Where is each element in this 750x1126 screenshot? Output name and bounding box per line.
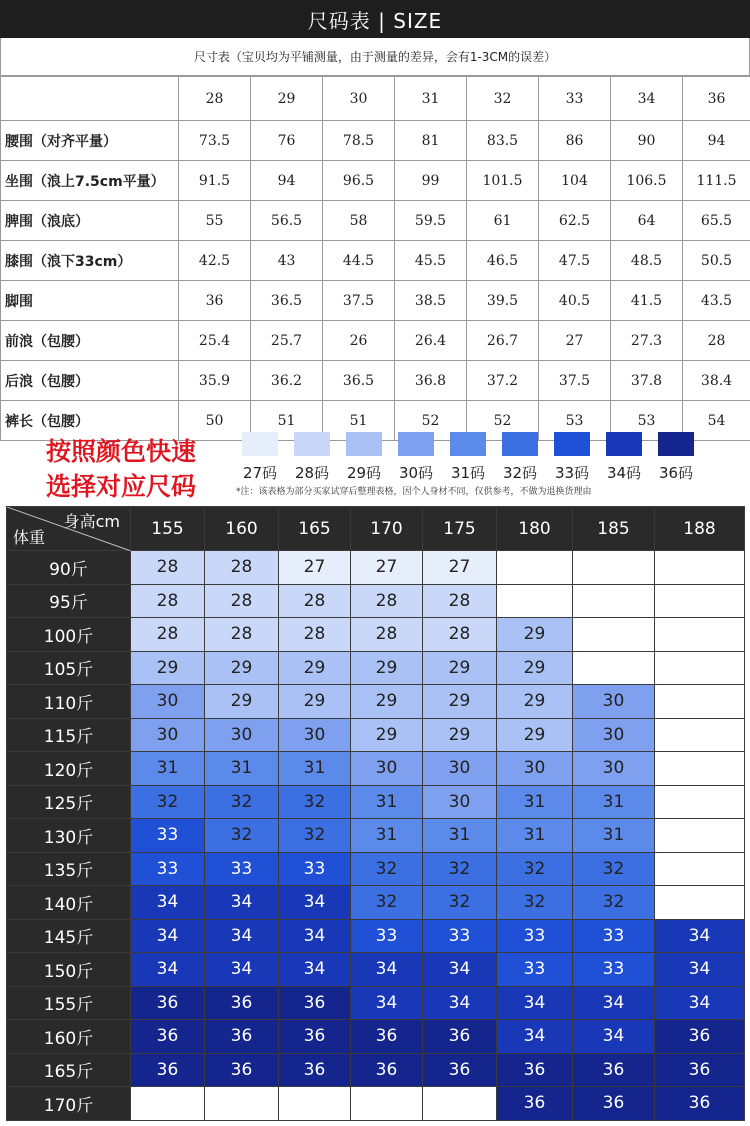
weight-label: 110斤 bbox=[7, 685, 131, 719]
size-cell: 29 bbox=[497, 651, 573, 685]
weight-row bbox=[7, 651, 745, 685]
size-cell bbox=[655, 752, 745, 786]
size-cell: 36 bbox=[497, 1087, 573, 1121]
weight-axis-label: 体重 bbox=[13, 528, 46, 547]
size-cell: 28 bbox=[279, 584, 351, 618]
measurement-value: 25.4 bbox=[179, 321, 251, 361]
note-text: 尺寸表（宝贝均为平铺测量，由于测量的差异，会有1-3CM的误差） bbox=[193, 50, 557, 64]
size-cell: 27 bbox=[351, 551, 423, 585]
size-cell: 36 bbox=[497, 1053, 573, 1087]
color-legend bbox=[0, 428, 750, 504]
size-cell: 30 bbox=[131, 685, 205, 719]
size-cell: 36 bbox=[423, 1020, 497, 1054]
measurement-value: 43 bbox=[251, 241, 323, 281]
size-cell: 33 bbox=[497, 919, 573, 953]
size-cell: 34 bbox=[497, 986, 573, 1020]
weight-row bbox=[7, 1020, 745, 1054]
size-cell: 30 bbox=[279, 718, 351, 752]
measurement-value: 26.4 bbox=[395, 321, 467, 361]
measurement-value: 53 bbox=[611, 401, 683, 441]
weight-label: 115斤 bbox=[7, 718, 131, 752]
size-cell: 34 bbox=[423, 953, 497, 987]
weight-label: 145斤 bbox=[7, 919, 131, 953]
height-axis-label: 身高cm bbox=[63, 512, 120, 531]
measurement-value: 106.5 bbox=[611, 161, 683, 201]
size-cell: 32 bbox=[423, 852, 497, 886]
size-cell: 32 bbox=[573, 852, 655, 886]
size-cell: 28 bbox=[279, 618, 351, 652]
weight-row bbox=[7, 919, 745, 953]
size-cell: 29 bbox=[131, 651, 205, 685]
size-cell: 27 bbox=[423, 551, 497, 585]
size-cell: 34 bbox=[351, 953, 423, 987]
size-cell: 28 bbox=[351, 618, 423, 652]
size-cell: 31 bbox=[131, 752, 205, 786]
size-cell: 28 bbox=[205, 618, 279, 652]
weight-row bbox=[7, 551, 745, 585]
measurement-label: 坐围（浪上7.5cm平量） bbox=[1, 161, 179, 201]
measurement-label: 前浪（包腰） bbox=[1, 321, 179, 361]
size-cell bbox=[497, 551, 573, 585]
size-chart-header bbox=[0, 0, 750, 38]
size-cell: 36 bbox=[205, 1053, 279, 1087]
size-cell: 34 bbox=[655, 919, 745, 953]
measurement-value: 61 bbox=[467, 201, 539, 241]
size-cell: 29 bbox=[279, 685, 351, 719]
size-cell: 34 bbox=[205, 953, 279, 987]
weight-row bbox=[7, 953, 745, 987]
legend-swatch bbox=[450, 432, 486, 456]
size-cell: 29 bbox=[205, 651, 279, 685]
size-cell: 32 bbox=[351, 852, 423, 886]
legend-swatch bbox=[554, 432, 590, 456]
size-cell: 36 bbox=[131, 1020, 205, 1054]
size-cell: 31 bbox=[423, 819, 497, 853]
weight-label: 95斤 bbox=[7, 584, 131, 618]
size-cell: 29 bbox=[423, 685, 497, 719]
size-cell: 33 bbox=[131, 852, 205, 886]
size-cell: 34 bbox=[573, 986, 655, 1020]
size-cell: 33 bbox=[497, 953, 573, 987]
legend-label: 30码 bbox=[398, 464, 434, 482]
measurement-value: 54 bbox=[683, 401, 750, 441]
measurement-value: 38.5 bbox=[395, 281, 467, 321]
measurement-value: 73.5 bbox=[179, 121, 251, 161]
size-cell: 33 bbox=[279, 852, 351, 886]
size-cell: 34 bbox=[423, 986, 497, 1020]
measurement-value: 52 bbox=[467, 401, 539, 441]
measurement-value: 50 bbox=[179, 401, 251, 441]
size-cell: 32 bbox=[423, 886, 497, 920]
size-cell: 34 bbox=[279, 886, 351, 920]
size-cell: 31 bbox=[279, 752, 351, 786]
size-cell: 31 bbox=[497, 785, 573, 819]
size-cell: 36 bbox=[655, 1053, 745, 1087]
legend-label: 33码 bbox=[554, 464, 590, 482]
weight-row bbox=[7, 1053, 745, 1087]
size-column-header: 30 bbox=[323, 77, 395, 121]
measurement-value: 48.5 bbox=[611, 241, 683, 281]
size-cell: 34 bbox=[205, 886, 279, 920]
size-cell: 33 bbox=[351, 919, 423, 953]
size-cell: 34 bbox=[351, 986, 423, 1020]
legend-heading-line1: 按照颜色快速 bbox=[46, 437, 197, 466]
size-cell bbox=[423, 1087, 497, 1121]
size-cell: 36 bbox=[279, 1020, 351, 1054]
measurement-value: 46.5 bbox=[467, 241, 539, 281]
measurement-value: 78.5 bbox=[323, 121, 395, 161]
size-cell: 30 bbox=[131, 718, 205, 752]
size-cell: 34 bbox=[279, 953, 351, 987]
size-cell: 29 bbox=[351, 718, 423, 752]
size-cell: 34 bbox=[573, 1020, 655, 1054]
measurement-value: 55 bbox=[179, 201, 251, 241]
weight-label: 140斤 bbox=[7, 886, 131, 920]
size-cell bbox=[279, 1087, 351, 1121]
size-cell: 36 bbox=[205, 1020, 279, 1054]
legend-swatch bbox=[658, 432, 694, 456]
legend-label: 28码 bbox=[294, 464, 330, 482]
size-cell: 31 bbox=[351, 819, 423, 853]
size-cell: 28 bbox=[131, 618, 205, 652]
size-cell: 34 bbox=[655, 953, 745, 987]
height-header: 175 bbox=[423, 507, 497, 551]
size-cell: 36 bbox=[655, 1020, 745, 1054]
size-cell: 32 bbox=[205, 819, 279, 853]
size-cell: 31 bbox=[573, 819, 655, 853]
size-cell: 30 bbox=[423, 752, 497, 786]
measurement-value: 51 bbox=[323, 401, 395, 441]
legend-swatch bbox=[398, 432, 434, 456]
height-header: 180 bbox=[497, 507, 573, 551]
measurement-value: 101.5 bbox=[467, 161, 539, 201]
measurement-value: 44.5 bbox=[323, 241, 395, 281]
size-cell: 34 bbox=[497, 1020, 573, 1054]
measurement-row bbox=[1, 121, 750, 161]
size-cell: 32 bbox=[205, 785, 279, 819]
weight-row bbox=[7, 785, 745, 819]
measurement-value: 40.5 bbox=[539, 281, 611, 321]
size-recommendation-grid bbox=[6, 506, 745, 1121]
measurement-value: 27 bbox=[539, 321, 611, 361]
size-cell: 30 bbox=[573, 752, 655, 786]
measurement-row bbox=[1, 321, 750, 361]
measurement-value: 37.8 bbox=[611, 361, 683, 401]
size-cell: 36 bbox=[423, 1053, 497, 1087]
size-column-header: 32 bbox=[467, 77, 539, 121]
measurement-value: 99 bbox=[395, 161, 467, 201]
measurement-value: 111.5 bbox=[683, 161, 750, 201]
height-header: 188 bbox=[655, 507, 745, 551]
size-cell: 29 bbox=[279, 651, 351, 685]
size-cell: 33 bbox=[131, 819, 205, 853]
size-cell: 33 bbox=[573, 919, 655, 953]
size-cell: 28 bbox=[423, 618, 497, 652]
legend-heading-line2: 选择对应尺码 bbox=[46, 472, 197, 501]
legend-swatch bbox=[606, 432, 642, 456]
measurement-label: 后浪（包腰） bbox=[1, 361, 179, 401]
weight-label: 135斤 bbox=[7, 852, 131, 886]
weight-label: 170斤 bbox=[7, 1087, 131, 1121]
size-cell bbox=[205, 1087, 279, 1121]
size-cell bbox=[655, 651, 745, 685]
measurement-row bbox=[1, 241, 750, 281]
legend-swatch bbox=[242, 432, 278, 456]
height-header: 165 bbox=[279, 507, 351, 551]
measurement-value: 38.4 bbox=[683, 361, 750, 401]
size-cell: 36 bbox=[279, 986, 351, 1020]
measurement-row bbox=[1, 161, 750, 201]
measurement-value: 65.5 bbox=[683, 201, 750, 241]
measurement-value: 56.5 bbox=[251, 201, 323, 241]
size-column-header: 31 bbox=[395, 77, 467, 121]
size-cell: 31 bbox=[205, 752, 279, 786]
weight-label: 105斤 bbox=[7, 651, 131, 685]
legend-swatch bbox=[294, 432, 330, 456]
weight-label: 90斤 bbox=[7, 551, 131, 585]
size-cell: 29 bbox=[497, 718, 573, 752]
size-cell: 34 bbox=[655, 986, 745, 1020]
disclaimer-text: *注：该表格为部分买家试穿后整理表格，因个人身材不同，仅供参考，不做为退换货理由 bbox=[236, 487, 592, 497]
size-column-header: 29 bbox=[251, 77, 323, 121]
size-cell: 34 bbox=[131, 919, 205, 953]
measurement-value: 35.9 bbox=[179, 361, 251, 401]
legend-label: 29码 bbox=[346, 464, 382, 482]
size-cell bbox=[655, 685, 745, 719]
measurement-label: 膝围（浪下33cm） bbox=[1, 241, 179, 281]
weight-row bbox=[7, 752, 745, 786]
measurement-value: 62.5 bbox=[539, 201, 611, 241]
measurement-value: 43.5 bbox=[683, 281, 750, 321]
size-cell: 36 bbox=[205, 986, 279, 1020]
measurement-value: 28 bbox=[683, 321, 750, 361]
size-cell: 32 bbox=[497, 886, 573, 920]
measurement-label: 脾围（浪底） bbox=[1, 201, 179, 241]
size-cell: 31 bbox=[497, 819, 573, 853]
measurement-value: 45.5 bbox=[395, 241, 467, 281]
size-cell: 32 bbox=[279, 819, 351, 853]
size-cell: 30 bbox=[205, 718, 279, 752]
weight-label: 125斤 bbox=[7, 785, 131, 819]
measurement-value: 36 bbox=[179, 281, 251, 321]
measurement-value: 64 bbox=[611, 201, 683, 241]
size-cell: 29 bbox=[351, 651, 423, 685]
size-cell: 36 bbox=[573, 1053, 655, 1087]
weight-row bbox=[7, 886, 745, 920]
measurement-value: 83.5 bbox=[467, 121, 539, 161]
legend-swatch bbox=[346, 432, 382, 456]
size-cell bbox=[655, 551, 745, 585]
size-cell: 33 bbox=[423, 919, 497, 953]
size-cell: 28 bbox=[205, 551, 279, 585]
size-cell bbox=[497, 584, 573, 618]
measurement-value: 53 bbox=[539, 401, 611, 441]
measurement-value: 36.2 bbox=[251, 361, 323, 401]
measurement-value: 26.7 bbox=[467, 321, 539, 361]
size-cell bbox=[655, 718, 745, 752]
size-cell: 29 bbox=[423, 651, 497, 685]
measurement-value: 26 bbox=[323, 321, 395, 361]
weight-label: 165斤 bbox=[7, 1053, 131, 1087]
size-cell: 31 bbox=[573, 785, 655, 819]
legend-label: 36码 bbox=[658, 464, 694, 482]
legend-label: 27码 bbox=[242, 464, 278, 482]
measurement-value: 81 bbox=[395, 121, 467, 161]
size-cell: 30 bbox=[351, 752, 423, 786]
size-cell: 36 bbox=[351, 1020, 423, 1054]
size-cell: 30 bbox=[573, 685, 655, 719]
size-cell: 32 bbox=[573, 886, 655, 920]
size-cell bbox=[131, 1087, 205, 1121]
size-cell: 30 bbox=[423, 785, 497, 819]
size-cell: 34 bbox=[131, 953, 205, 987]
weight-row bbox=[7, 618, 745, 652]
legend-label: 32码 bbox=[502, 464, 538, 482]
weight-row bbox=[7, 819, 745, 853]
size-cell: 29 bbox=[497, 685, 573, 719]
size-column-header: 28 bbox=[179, 77, 251, 121]
size-cell: 36 bbox=[279, 1053, 351, 1087]
measurement-value: 37.5 bbox=[539, 361, 611, 401]
size-cell: 34 bbox=[279, 919, 351, 953]
measurement-note bbox=[0, 38, 750, 76]
weight-row bbox=[7, 685, 745, 719]
measurement-value: 25.7 bbox=[251, 321, 323, 361]
weight-label: 150斤 bbox=[7, 953, 131, 987]
weight-row bbox=[7, 1087, 745, 1121]
size-cell: 27 bbox=[279, 551, 351, 585]
measurement-value: 37.5 bbox=[323, 281, 395, 321]
size-cell bbox=[655, 886, 745, 920]
size-cell: 30 bbox=[497, 752, 573, 786]
measurement-value: 94 bbox=[683, 121, 750, 161]
size-cell bbox=[573, 618, 655, 652]
legend-label: 34码 bbox=[606, 464, 642, 482]
measurement-value: 51 bbox=[251, 401, 323, 441]
size-cell: 32 bbox=[279, 785, 351, 819]
size-cell bbox=[573, 551, 655, 585]
weight-row bbox=[7, 986, 745, 1020]
measurement-table bbox=[0, 76, 750, 441]
measurement-value: 36.5 bbox=[251, 281, 323, 321]
measurement-value: 91.5 bbox=[179, 161, 251, 201]
weight-label: 155斤 bbox=[7, 986, 131, 1020]
size-cell: 28 bbox=[131, 551, 205, 585]
legend-label: 31码 bbox=[450, 464, 486, 482]
size-cell bbox=[655, 852, 745, 886]
measurement-row bbox=[1, 361, 750, 401]
size-cell: 29 bbox=[423, 718, 497, 752]
measurement-value: 36.8 bbox=[395, 361, 467, 401]
size-cell bbox=[655, 819, 745, 853]
size-cell: 32 bbox=[131, 785, 205, 819]
size-cell bbox=[573, 584, 655, 618]
weight-label: 100斤 bbox=[7, 618, 131, 652]
weight-label: 120斤 bbox=[7, 752, 131, 786]
legend-heading bbox=[46, 434, 196, 504]
measurement-label: 裤长（包腰） bbox=[1, 401, 179, 441]
weight-label: 160斤 bbox=[7, 1020, 131, 1054]
measurement-value: 39.5 bbox=[467, 281, 539, 321]
size-header-blank bbox=[1, 77, 179, 121]
size-cell bbox=[655, 785, 745, 819]
size-cell: 32 bbox=[351, 886, 423, 920]
measurement-value: 86 bbox=[539, 121, 611, 161]
measurement-value: 50.5 bbox=[683, 241, 750, 281]
size-cell: 28 bbox=[423, 584, 497, 618]
size-cell: 31 bbox=[351, 785, 423, 819]
header-title: 尺码表 | SIZE bbox=[307, 8, 443, 33]
measurement-row bbox=[1, 281, 750, 321]
size-column-header: 34 bbox=[611, 77, 683, 121]
size-cell bbox=[655, 618, 745, 652]
legend-swatch bbox=[502, 432, 538, 456]
size-cell: 29 bbox=[205, 685, 279, 719]
measurement-value: 90 bbox=[611, 121, 683, 161]
size-cell: 32 bbox=[497, 852, 573, 886]
size-cell: 33 bbox=[205, 852, 279, 886]
measurement-value: 96.5 bbox=[323, 161, 395, 201]
size-cell: 30 bbox=[573, 718, 655, 752]
measurement-value: 47.5 bbox=[539, 241, 611, 281]
size-column-header: 33 bbox=[539, 77, 611, 121]
height-header: 170 bbox=[351, 507, 423, 551]
measurement-value: 94 bbox=[251, 161, 323, 201]
grid-corner bbox=[7, 507, 131, 551]
height-header: 155 bbox=[131, 507, 205, 551]
weight-row bbox=[7, 584, 745, 618]
size-cell: 34 bbox=[205, 919, 279, 953]
measurement-value: 37.2 bbox=[467, 361, 539, 401]
size-cell: 36 bbox=[131, 986, 205, 1020]
size-cell: 29 bbox=[497, 618, 573, 652]
measurement-label: 脚围 bbox=[1, 281, 179, 321]
weight-row bbox=[7, 852, 745, 886]
measurement-row bbox=[1, 201, 750, 241]
size-cell: 28 bbox=[131, 584, 205, 618]
size-cell: 36 bbox=[655, 1087, 745, 1121]
size-cell: 33 bbox=[573, 953, 655, 987]
weight-row bbox=[7, 718, 745, 752]
size-cell: 28 bbox=[205, 584, 279, 618]
measurement-value: 36.5 bbox=[323, 361, 395, 401]
size-cell bbox=[573, 651, 655, 685]
measurement-label: 腰围（对齐平量） bbox=[1, 121, 179, 161]
height-header: 160 bbox=[205, 507, 279, 551]
measurement-value: 104 bbox=[539, 161, 611, 201]
size-cell: 36 bbox=[351, 1053, 423, 1087]
size-cell bbox=[351, 1087, 423, 1121]
measurement-value: 41.5 bbox=[611, 281, 683, 321]
measurement-value: 52 bbox=[395, 401, 467, 441]
size-cell bbox=[655, 584, 745, 618]
size-column-header: 36 bbox=[683, 77, 750, 121]
height-header: 185 bbox=[573, 507, 655, 551]
measurement-value: 76 bbox=[251, 121, 323, 161]
weight-label: 130斤 bbox=[7, 819, 131, 853]
measurement-value: 58 bbox=[323, 201, 395, 241]
size-cell: 36 bbox=[573, 1087, 655, 1121]
size-cell: 28 bbox=[351, 584, 423, 618]
measurement-value: 59.5 bbox=[395, 201, 467, 241]
size-cell: 34 bbox=[131, 886, 205, 920]
measurement-value: 42.5 bbox=[179, 241, 251, 281]
measurement-value: 27.3 bbox=[611, 321, 683, 361]
size-cell: 29 bbox=[351, 685, 423, 719]
size-cell: 36 bbox=[131, 1053, 205, 1087]
